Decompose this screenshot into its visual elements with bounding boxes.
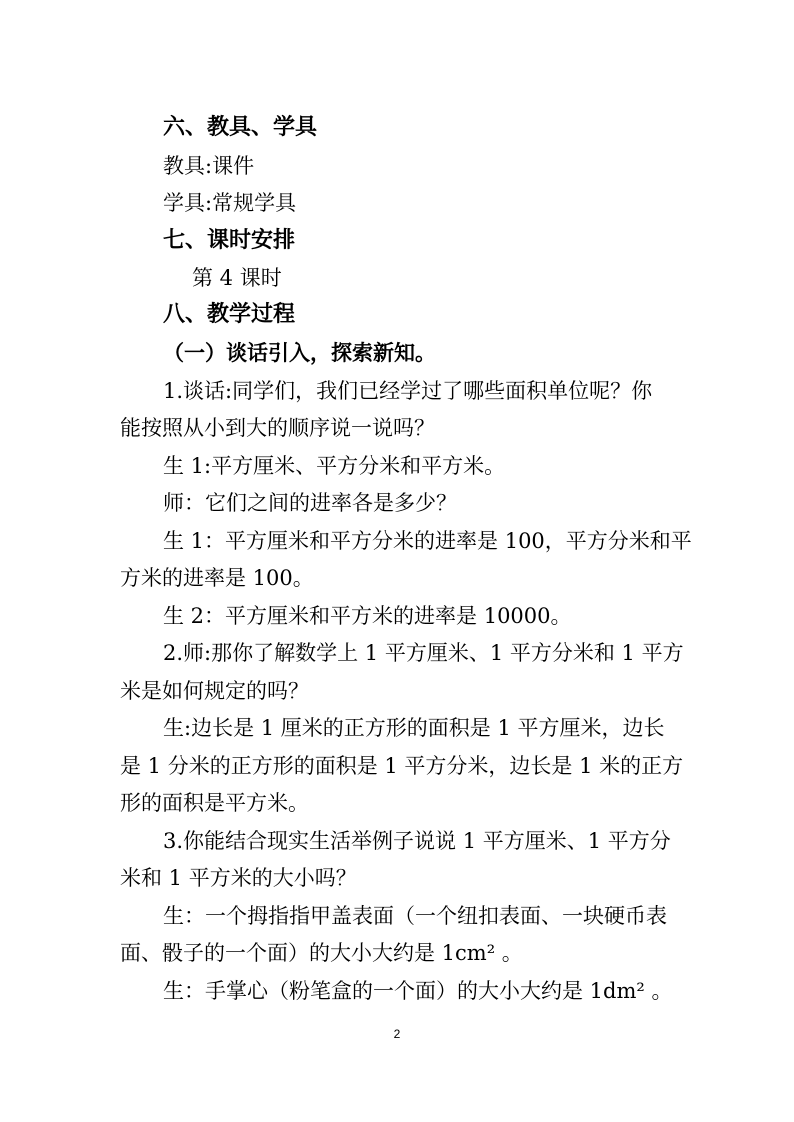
paragraph-line: 能按照从小到大的顺序说一说吗？: [120, 416, 435, 440]
paragraph-line: 1.谈话:同学们，我们已经学过了哪些面积单位呢？你: [163, 379, 653, 403]
paragraph-line: 面、骰子的一个面）的大小大约是 1cm² 。: [120, 941, 523, 965]
paragraph-line: 生 1：平方厘米和平方分米的进率是 100，平方分米和平: [163, 529, 692, 553]
paragraph-line: 师：它们之间的进率各是多少？: [163, 491, 457, 515]
paragraph-line: 生:边长是 1 厘米的正方形的面积是 1 平方厘米，边长: [163, 716, 665, 740]
page-number: 2: [393, 1027, 401, 1041]
paragraph-line: 3.你能结合现实生活举例子说说 1 平方厘米、1 平方分: [163, 829, 671, 853]
paragraph-line: 米和 1 平方米的大小吗？: [120, 866, 357, 890]
paragraph-line: 生：手掌心（粉笔盒的一个面）的大小大约是 1dm² 。: [163, 979, 673, 1003]
paragraph-line: 生 1:平方厘米、平方分米和平方米。: [163, 454, 506, 478]
section-heading-process: 八、教学过程: [163, 302, 296, 327]
subsection-heading: （一）谈话引入，探索新知。: [163, 340, 436, 365]
paragraph-line: 教具:课件: [163, 154, 255, 178]
paragraph-line: 2.师:那你了解数学上 1 平方厘米、1 平方分米和 1 平方: [163, 641, 684, 665]
paragraph-line: 米是如何规定的吗？: [120, 679, 309, 703]
paragraph-line: 形的面积是平方米。: [120, 791, 309, 815]
paragraph-line: 是 1 分米的正方形的面积是 1 平方分米，边长是 1 米的正方: [120, 754, 684, 778]
paragraph-line: 生 2：平方厘米和平方米的进率是 10000。: [163, 604, 572, 628]
section-heading-schedule: 七、课时安排: [163, 228, 296, 253]
paragraph-line: 学具:常规学具: [163, 191, 297, 215]
section-heading-teaching-aids: 六、教具、学具: [163, 115, 318, 140]
paragraph-line: 第 4 课时: [192, 266, 282, 290]
paragraph-line: 方米的进率是 100。: [120, 566, 314, 590]
paragraph-line: 生：一个拇指指甲盖表面（一个纽扣表面、一块硬币表: [163, 904, 667, 928]
